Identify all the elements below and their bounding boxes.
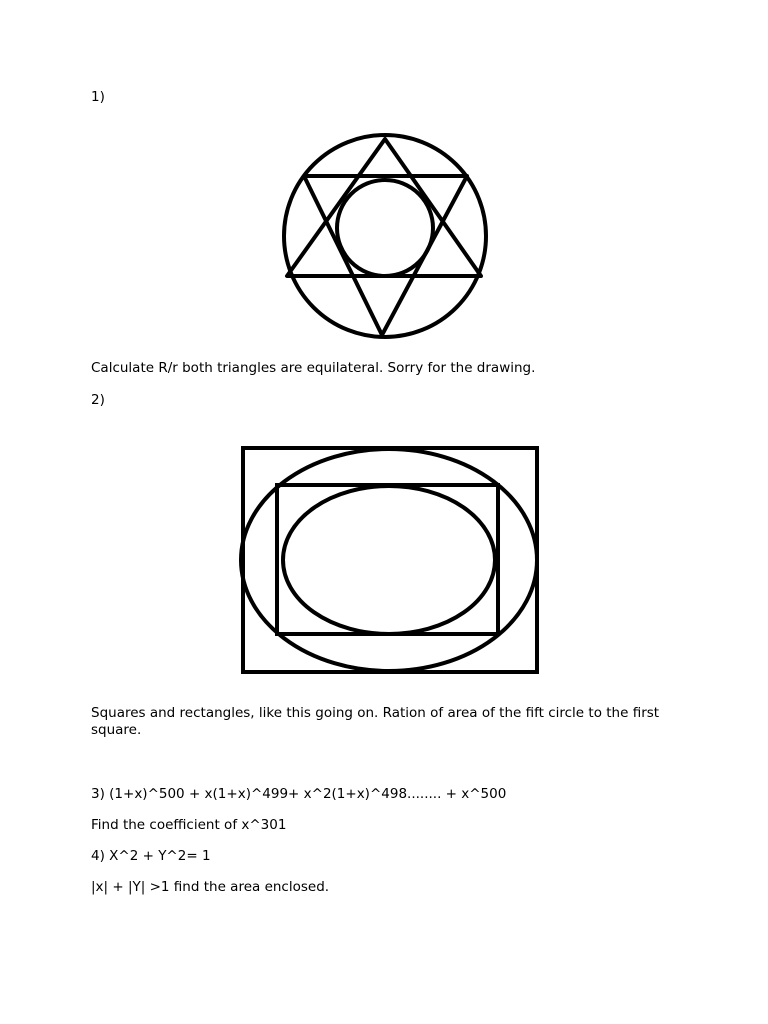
inner-ellipse [283,486,495,634]
problem-2-label: 2) [91,392,105,408]
outer-ellipse [241,449,537,671]
problem-1-label: 1) [91,89,105,105]
problem-3-text: 3) (1+x)^500 + x(1+x)^499+ x^2(1+x)^498........ + x^500 [91,786,507,802]
downward-triangle [304,176,467,335]
problem-1-text: Calculate R/r both triangles are equilateral. Sorry for the drawing. [91,360,536,376]
problem-4-text: 4) X^2 + Y^2= 1 [91,848,211,864]
problem-2-text: Squares and rectangles, like this going on. Ration of area of the fift circle to the first square. [91,705,660,738]
problem-4-question: |x| + |Y| >1 find the area enclosed. [91,879,330,895]
inner-circle [337,180,433,276]
hexagram-figure [284,135,486,337]
nested-shapes-figure [241,448,537,672]
problem-3-question: Find the coefficient of x^301 [91,817,287,833]
